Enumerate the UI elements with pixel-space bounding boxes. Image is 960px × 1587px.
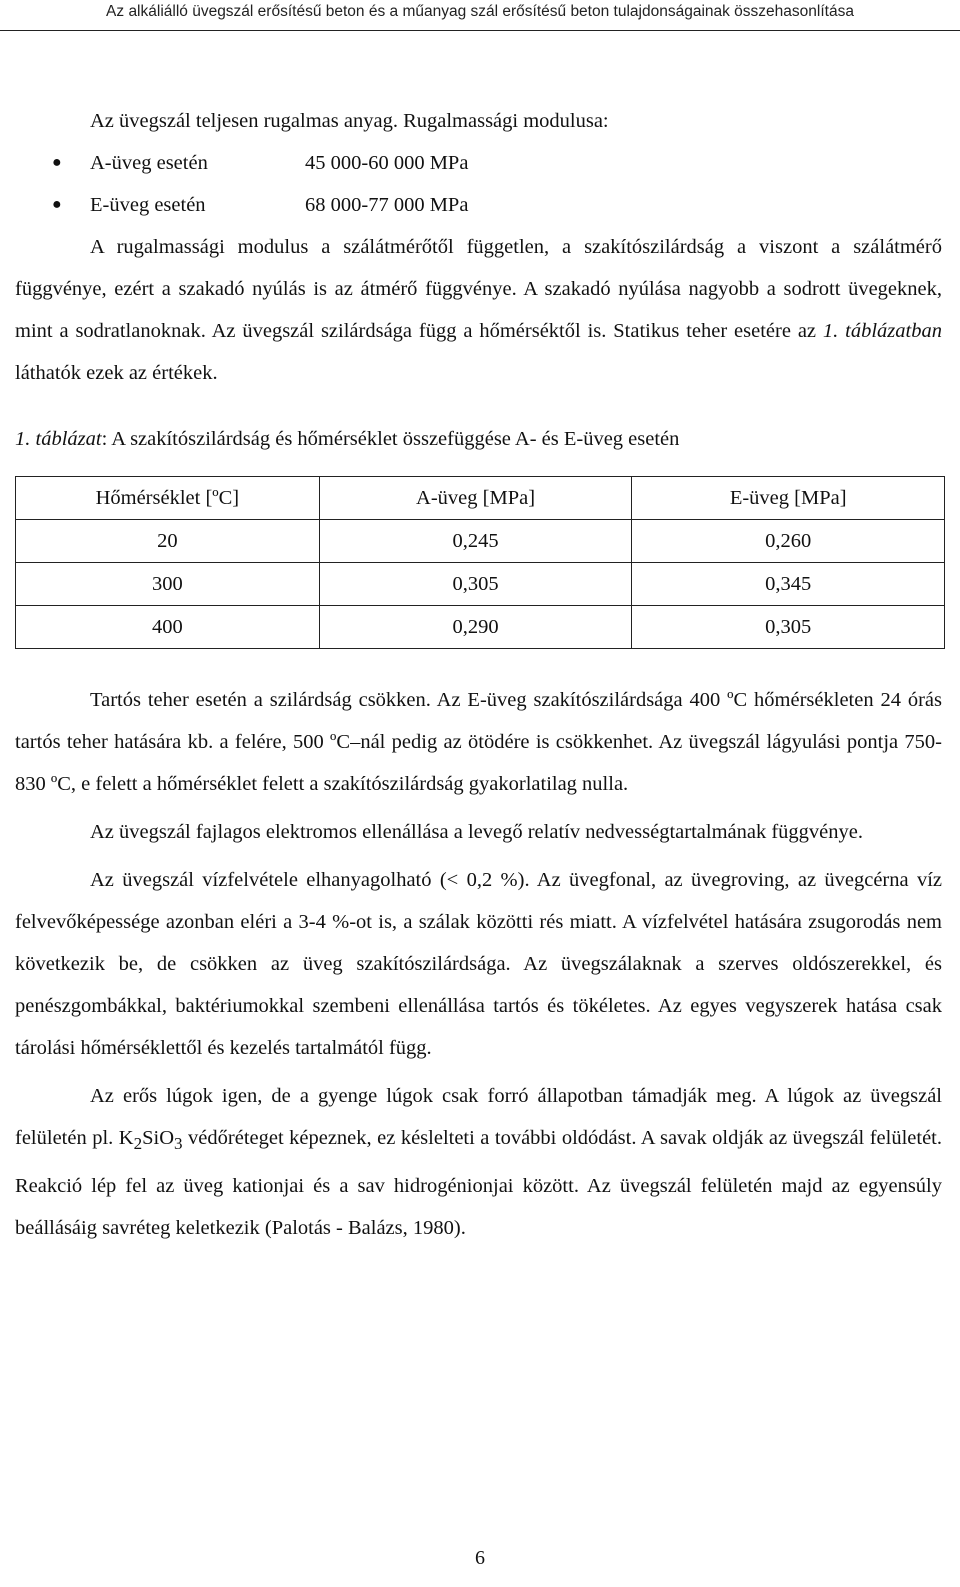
subscript: 3 <box>174 1134 183 1154</box>
paragraph-long-term-load: Tartós teher esetén a szilárdság csökken. Az E-üveg szakítószilárdsága 400 ºC hőmérsékleten 24 órás tartós teher hatására kb. a felére, 500 ºC–nál pedig az ötödére is csökkenhet. Az üvegszál lágyulási pontja 750-830 ºC, e felett a hőmérséklet felett a szakítószilárdság gyakorlatilag nulla. <box>15 689 942 795</box>
table-header-temperature: Hőmérséklet [ºC] <box>16 477 320 520</box>
table-cell: 0,260 <box>632 520 945 563</box>
page-footer <box>0 1547 960 1570</box>
table-cell: 0,305 <box>319 563 632 606</box>
table-cell: 20 <box>16 520 320 563</box>
header-title: Az alkáliálló üvegszál erősítésű beton és a műanyag szál erősítésű beton tulajdonságainak összehasonlítása <box>106 3 854 20</box>
table-row <box>16 520 945 563</box>
bullet-item-e-glass <box>15 184 942 226</box>
table-reference: 1. táblázatban <box>822 320 942 342</box>
subscript: 2 <box>133 1134 143 1154</box>
table-row <box>16 563 945 606</box>
page-number: 6 <box>475 1547 485 1569</box>
paragraph-modulus <box>15 226 942 394</box>
paragraph-electrical-resistance: Az üvegszál fajlagos elektromos ellenállása a levegő relatív nedvességtartalmának függvénye. <box>90 821 863 843</box>
table-caption-label: 1. táblázat <box>15 428 102 450</box>
bullet-value: 68 000-77 000 MPa <box>305 194 469 216</box>
paragraph-text: SiO <box>142 1127 175 1149</box>
table-header-a-glass: A-üveg [MPa] <box>319 477 632 520</box>
bullet-value: 45 000-60 000 MPa <box>305 152 469 174</box>
page-content <box>15 100 942 1249</box>
table-cell: 0,245 <box>319 520 632 563</box>
paragraph-text: A rugalmassági modulus a szálátmérőtől független, a szakítószilárdság a viszont a szálátmérő függvénye, ezért a szakadó nyúlás is az átmérő függvénye. A szakadó nyúlása nagyobb a sodrott üvegeknek, mint a sodratlanoknak. Az üvegszál szilárdsága függ a hőmérséktől is. Statikus teher esetére az <box>15 236 942 342</box>
bullet-icon: ● <box>52 196 62 213</box>
paragraph-text: védőréteget képeznek, ez késlelteti a további oldódást. A savak oldják az üvegszál felületét. Reakció lép fel az üveg kationjai és a sav hidrogénionjai között. Az üvegszál felületén majd az egyensúly beállásáig savréteg keletkezik (Palotás - Balázs, 1980). <box>15 1127 943 1240</box>
paragraph-alkali-acid <box>15 1075 942 1249</box>
table-cell: 0,345 <box>632 563 945 606</box>
table-cell: 400 <box>16 606 320 649</box>
table-caption <box>15 418 942 460</box>
paragraph-water-absorption: Az üvegszál vízfelvétele elhanyagolható (< 0,2 %). Az üvegfonal, az üvegroving, az üvegcérna víz felvevőképessége azonban eléri a 3-4 %-ot is, a szálak közötti rés miatt. A vízfelvétel hatására zsugorodás nem következik be, de csökken az üveg szakítószilárdsága. Az üvegszálaknak a szerves oldószerekkel, és penészgombákkal, baktériumokkal szembeni ellenállása tartós és tökéletes. Az egyes vegyszerek hatása csak tárolási hőmérséklettől és kezelés tartalmától függ. <box>15 869 942 1059</box>
bullet-icon: ● <box>52 154 62 171</box>
table-row <box>16 606 945 649</box>
bullet-item-a-glass <box>15 142 942 184</box>
table-cell: 0,290 <box>319 606 632 649</box>
table-caption-text: : A szakítószilárdság és hőmérséklet összefüggése A- és E-üveg esetén <box>101 428 680 450</box>
table-header-e-glass: E-üveg [MPa] <box>632 477 945 520</box>
paragraph-text: Az erős lúgok igen, de a gyenge lúgok csak forró állapotban támadják meg. A lúgok az üvegszál felületén pl. K <box>15 1085 942 1149</box>
strength-temperature-table <box>15 476 945 649</box>
table-cell: 300 <box>16 563 320 606</box>
bullet-label: A-üveg esetén <box>90 152 208 174</box>
bullet-label: E-üveg esetén <box>90 194 206 216</box>
running-header <box>0 0 960 31</box>
intro-paragraph: Az üvegszál teljesen rugalmas anyag. Rugalmassági modulusa: <box>90 110 609 132</box>
paragraph-text: láthatók ezek az értékek. <box>15 362 218 384</box>
table-cell: 0,305 <box>632 606 945 649</box>
table-header-row <box>16 477 945 520</box>
